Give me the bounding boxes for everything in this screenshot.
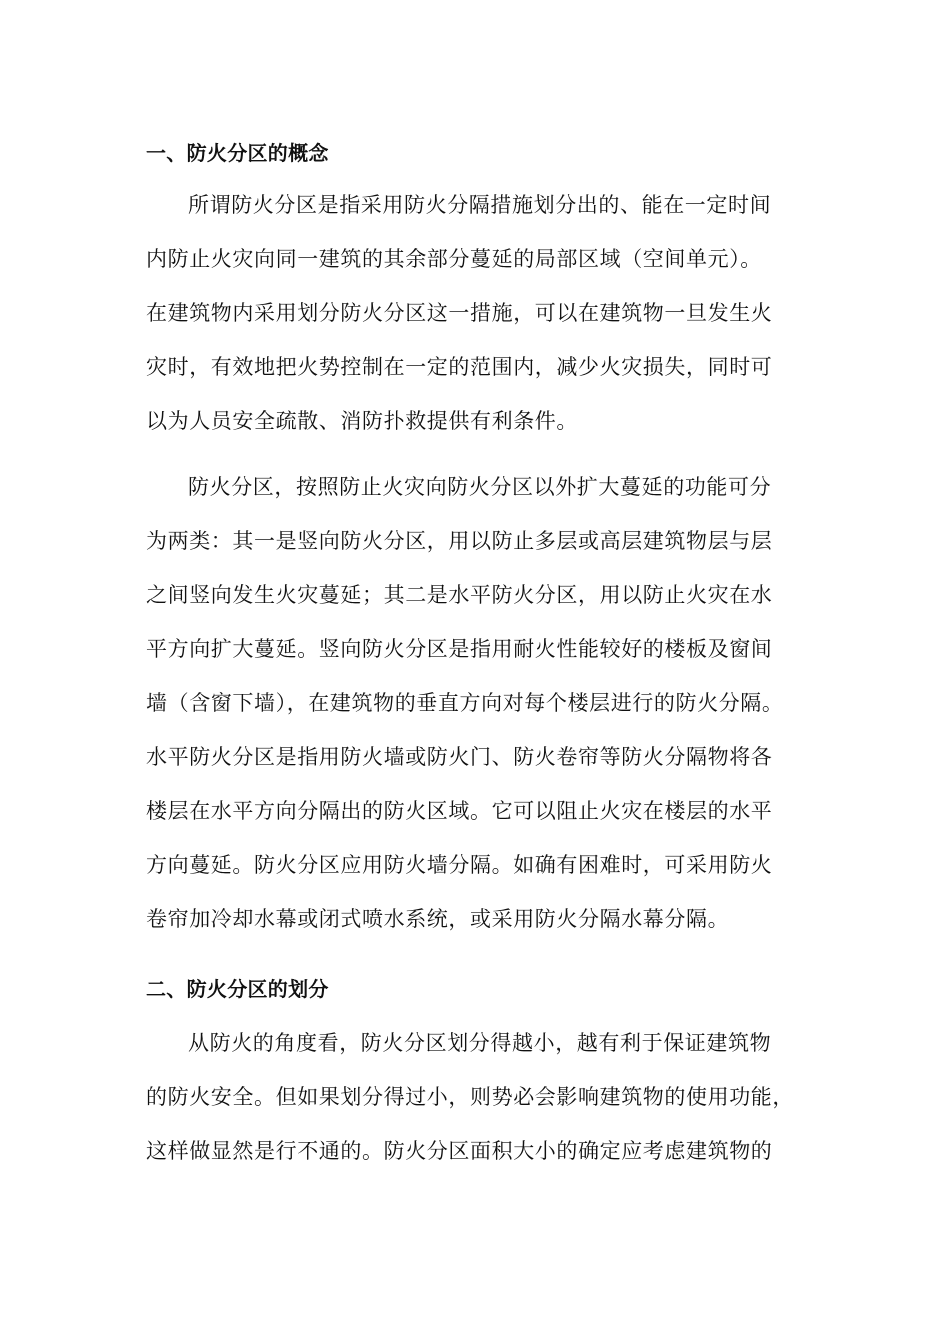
paragraph-line: 墙（含窗下墙），在建筑物的垂直方向对每个楼层进行的防火分隔。 [146, 691, 784, 715]
paragraph-line: 所谓防火分区是指采用防火分隔措施划分出的、能在一定时间 [188, 193, 772, 217]
paragraph-line: 卷帘加冷却水幕或闭式喷水系统，或采用防火分隔水幕分隔。 [146, 907, 730, 931]
paragraph-line: 这样做显然是行不通的。防火分区面积大小的确定应考虑建筑物的 [146, 1139, 773, 1163]
paragraph-line: 内防止火灾向同一建筑的其余部分蔓延的局部区域（空间单元）。 [146, 247, 762, 271]
section-heading-division: 二、防火分区的划分 [146, 977, 329, 1001]
paragraph-line: 的防火安全。但如果划分得过小，则势必会影响建筑物的使用功能， [146, 1085, 794, 1109]
paragraph-line: 以为人员安全疏散、消防扑救提供有利条件。 [146, 409, 578, 433]
paragraph-line: 方向蔓延。防火分区应用防火墙分隔。如确有困难时，可采用防火 [146, 853, 773, 877]
paragraph-line: 楼层在水平方向分隔出的防火区域。它可以阻止火灾在楼层的水平 [146, 799, 773, 823]
paragraph-line: 平方向扩大蔓延。竖向防火分区是指用耐火性能较好的楼板及窗间 [146, 637, 773, 661]
section-heading-concept: 一、防火分区的概念 [146, 141, 329, 165]
paragraph-line: 水平防火分区是指用防火墙或防火门、防火卷帘等防火分隔物将各 [146, 745, 773, 769]
paragraph-line: 灾时，有效地把火势控制在一定的范围内，减少火灾损失，同时可 [146, 355, 773, 379]
paragraph-line: 为两类：其一是竖向防火分区，用以防止多层或高层建筑物层与层 [146, 529, 773, 553]
paragraph-line: 防火分区，按照防止火灾向防火分区以外扩大蔓延的功能可分 [188, 475, 772, 499]
paragraph-line: 从防火的角度看，防火分区划分得越小，越有利于保证建筑物 [188, 1031, 772, 1055]
paragraph-line: 在建筑物内采用划分防火分区这一措施，可以在建筑物一旦发生火 [146, 301, 773, 325]
paragraph-line: 之间竖向发生火灾蔓延；其二是水平防火分区，用以防止火灾在水 [146, 583, 773, 607]
